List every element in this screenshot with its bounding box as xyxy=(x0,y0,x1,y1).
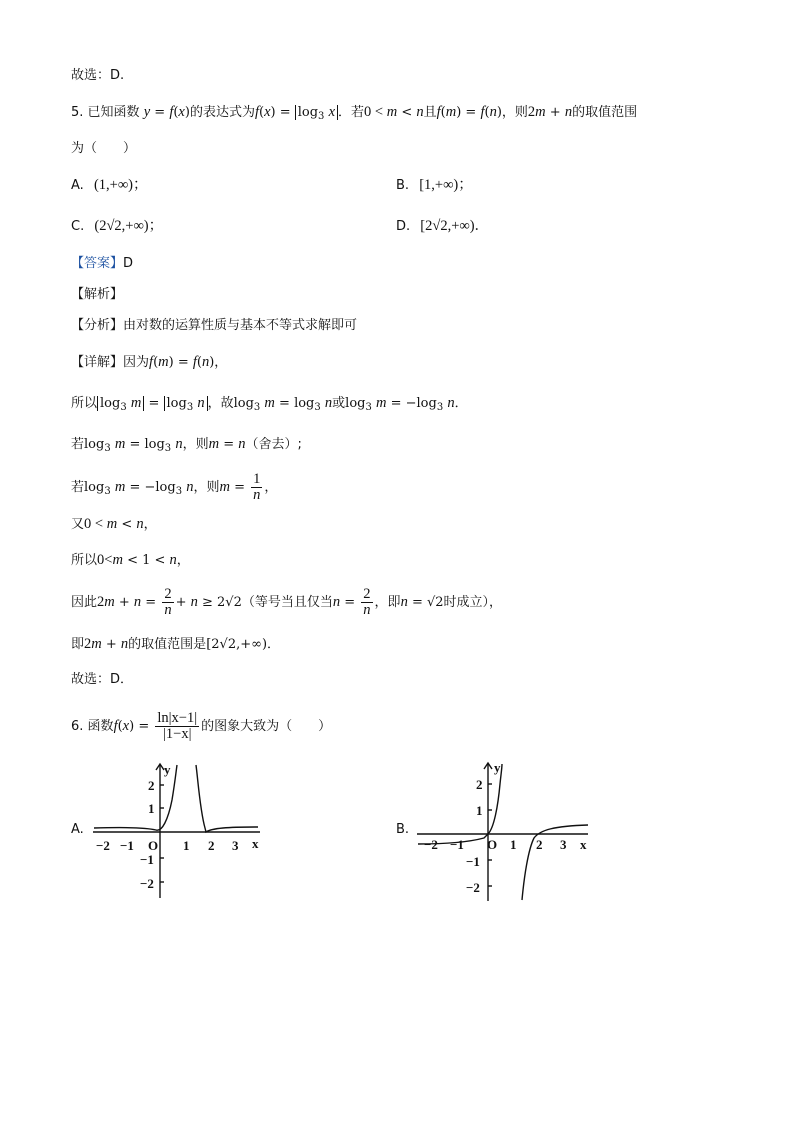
q5-step-1: 所以 $\log_3 m = \log_3 n$ ，故$\log_3 m = \log_3 n$或$\log_3 m = -\log_3$ n． xyxy=(71,395,468,413)
q5-conclusion: 故选：D． xyxy=(71,672,134,687)
svg-text:3: 3 xyxy=(232,838,239,853)
q5-option-b: B. [1,+∞)； xyxy=(396,177,473,193)
svg-text:−1: −1 xyxy=(450,837,464,852)
svg-text:x: x xyxy=(580,837,587,852)
q6-number: 6. xyxy=(71,719,84,734)
svg-text:3: 3 xyxy=(560,837,567,852)
q6-stem: 6. 函数f(x) = $\frac{\ln|x-1|}{|1-x|}$ 的图象大致为（ ） xyxy=(71,710,332,742)
svg-text:O: O xyxy=(148,838,159,853)
q5-analysis-tag: 【解析】 xyxy=(71,287,124,302)
svg-text:−1: −1 xyxy=(120,838,134,853)
svg-text:−2: −2 xyxy=(140,876,154,891)
svg-text:2: 2 xyxy=(208,838,215,853)
q5-step-7: 即2m + n的取值范围是[2√2,+∞)． xyxy=(71,636,281,652)
q5-number: 5. xyxy=(71,105,84,120)
q5-step-4: 又0 < m < n， xyxy=(71,516,157,532)
graph-a-label: A. xyxy=(71,822,84,837)
q5-step-6: 因此2m + n = $\frac{2}{n}$ + n ≥ 2√2（等号当且仅当n = $\frac{2}{n}$ ，即n = √2时成立）， xyxy=(71,586,503,618)
svg-text:2: 2 xyxy=(148,778,155,793)
svg-text:−2: −2 xyxy=(424,837,438,852)
q5-stem-line2: 为（ ） xyxy=(71,141,137,156)
curve-left xyxy=(418,764,502,844)
previous-answer-conclusion: 故选：D. xyxy=(71,68,125,83)
svg-text:−2: −2 xyxy=(96,838,110,853)
svg-text:2: 2 xyxy=(536,837,543,852)
graph-b-label: B. xyxy=(396,822,410,837)
q5-stem-line1: 5. 已知函数 y = f(x)的表达式为$f(x) = \log_3 x$ ．若0 < m < n且f(m) = f(n)，则2m + n的取值范围 xyxy=(71,104,638,122)
q5-step-2: 若$\log_3 m = \log_3 n$，则m = n（舍去）; xyxy=(71,436,302,454)
q5-option-a: A. (1,+∞)； xyxy=(71,177,148,193)
svg-text:y: y xyxy=(494,760,501,775)
graph-b xyxy=(414,758,594,903)
curve-right xyxy=(196,765,258,832)
svg-text:−1: −1 xyxy=(466,854,480,869)
q5-step-3: 若$\log_3 m = -\log_3$ n，则m = $\frac{1}{n}$ ， xyxy=(71,471,278,503)
answer-tag: 【答案】 xyxy=(71,256,124,271)
svg-text:y: y xyxy=(164,762,171,777)
svg-text:1: 1 xyxy=(476,803,483,818)
svg-text:−1: −1 xyxy=(140,852,154,867)
q5-answer: 【答案】D xyxy=(71,256,134,271)
curve-right xyxy=(522,825,588,900)
svg-text:−2: −2 xyxy=(466,880,480,895)
q5-fenxi: 【分析】由对数的运算性质与基本不等式求解即可 xyxy=(71,318,358,333)
q5-xiangjie: 【详解】因为f(m) = f(n)， xyxy=(71,354,228,370)
svg-text:2: 2 xyxy=(476,777,483,792)
graph-a xyxy=(88,760,268,900)
q5-option-d: D. [2√2,+∞)． xyxy=(396,218,490,234)
q5-step-5: 所以0<m < 1 < n， xyxy=(71,552,190,568)
svg-text:1: 1 xyxy=(183,838,190,853)
svg-text:1: 1 xyxy=(510,837,517,852)
svg-text:O: O xyxy=(487,837,498,852)
q5-option-c: C. (2√2,+∞)； xyxy=(71,218,164,234)
svg-text:1: 1 xyxy=(148,801,155,816)
svg-text:x: x xyxy=(252,836,259,851)
